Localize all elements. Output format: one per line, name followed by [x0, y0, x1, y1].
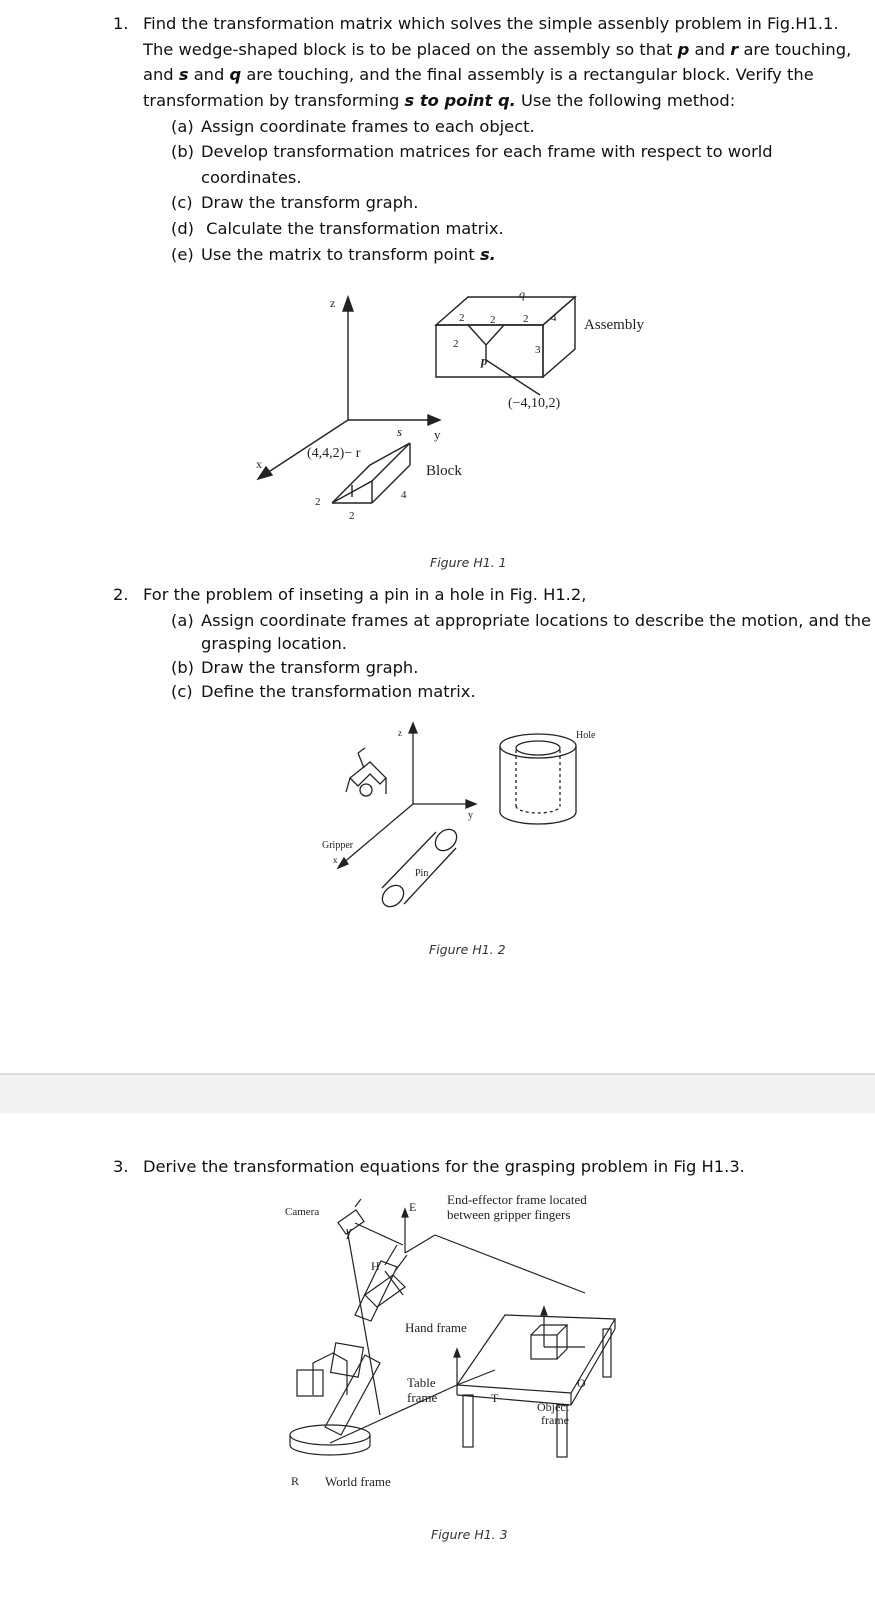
fig3-e-leader	[405, 1235, 435, 1253]
q2-item-a: (a) Assign coordinate frames at appropriate locations to describe the motion, and the grasping location.	[171, 611, 872, 653]
q1-line-4: transformation by transforming s to point q. Use the following method:	[143, 90, 736, 110]
fig1-z-arrow	[343, 297, 353, 311]
q2-item-b: (b) Draw the transform graph.	[171, 658, 419, 677]
fig3-object-label-1: Object	[537, 1400, 569, 1414]
fig3-world-to-table	[330, 1385, 457, 1443]
fig1-assembly-label: Assembly	[584, 317, 644, 333]
fig1-dim-2f: 2	[349, 510, 355, 522]
page-break-band	[0, 1073, 875, 1113]
fig1-q-label: q	[519, 287, 525, 301]
figure-h1-3-caption: Figure H1. 3	[431, 1527, 508, 1542]
fig3-object-label-2: frame	[541, 1413, 569, 1427]
fig3-camera-label: Camera	[285, 1206, 320, 1218]
fig3-r-label: R	[291, 1474, 300, 1488]
question-3-number: 3.	[113, 1157, 129, 1176]
fig3-end-effector-line-1: End-effector frame located	[447, 1195, 587, 1207]
q1-item-d: (d) Calculate the transformation matrix.	[171, 219, 504, 238]
fig3-e-to-object	[435, 1235, 585, 1293]
fig1-p-label: p	[481, 353, 488, 368]
fig1-assembly-front	[436, 325, 543, 377]
figure-h1-2	[320, 718, 610, 918]
question-2-number: 2.	[113, 585, 129, 604]
fig2-x-label: x	[333, 855, 338, 865]
fig3-camera-to-base	[347, 1229, 380, 1415]
fig1-y-label: y	[434, 427, 441, 442]
fig3-table	[457, 1315, 615, 1457]
fig2-y-arrow	[466, 800, 476, 808]
q1-line-2: The wedge-shaped block is to be placed on the assembly so that p and r are touching,	[143, 39, 852, 59]
fig3-camera	[338, 1199, 364, 1239]
fig2-hole-label: Hole	[576, 730, 596, 741]
fig3-table-arrow	[454, 1349, 460, 1357]
fig1-z-label: z	[330, 296, 336, 310]
fig1-dim-4a: 4	[551, 312, 557, 324]
question-3-text: Derive the transformation equations for the grasping problem in Fig H1.3.	[143, 1157, 745, 1176]
fig2-pin-label: Pin	[415, 868, 429, 879]
fig1-dim-4b: 4	[401, 489, 407, 501]
fig3-object	[531, 1307, 585, 1359]
q1-line-1: Find the transformation matrix which solves the simple assenbly problem in Fig.H1.1.	[143, 14, 839, 33]
fig1-dim-2e: 2	[315, 496, 321, 508]
fig3-o-label: O	[577, 1376, 586, 1390]
fig2-gripper	[346, 748, 386, 796]
fig1-assembly-side	[543, 297, 575, 377]
question-2-text: For the problem of inseting a pin in a hole in Fig. H1.2,	[143, 585, 587, 604]
fig2-z-label: z	[398, 728, 402, 738]
figure-h1-2-caption: Figure H1. 2	[429, 942, 506, 957]
fig3-e-label: E	[409, 1200, 417, 1214]
q1-line-3: and s and q are touching, and the final assembly is a rectangular block. Verify the	[143, 65, 814, 84]
question-1-text	[143, 11, 851, 113]
fig1-block-label: Block	[426, 463, 462, 479]
q2-item-c: (c) Define the transformation matrix.	[171, 682, 476, 701]
fig1-s-label: s	[397, 424, 403, 439]
fig3-world-frame-label: World frame	[325, 1474, 391, 1489]
fig1-dim-2a: 2	[459, 312, 465, 324]
fig3-table-label-2: frame	[407, 1390, 438, 1405]
fig1-assembly-notch	[468, 325, 504, 345]
fig3-table-label-1: Table	[407, 1375, 436, 1390]
fig1-dim-3: 3	[535, 344, 541, 356]
figure-h1-3	[285, 1195, 625, 1495]
fig1-r-label: (4,4,2)− r	[307, 446, 361, 461]
fig3-t-label: T	[491, 1391, 499, 1405]
fig1-dim-2c: 2	[453, 338, 459, 350]
question-1-number: 1.	[113, 14, 129, 33]
fig2-x-axis	[342, 804, 413, 864]
fig1-dim-2d: 2	[523, 313, 529, 325]
fig1-dim-2b: 2	[490, 314, 496, 326]
figure-h1-1	[250, 285, 670, 535]
fig2-gripper-label: Gripper	[322, 840, 354, 851]
fig2-hole	[500, 734, 576, 824]
q1-item-a: (a) Assign coordinate frames to each object.	[171, 117, 535, 136]
q1-item-b: (b) Develop transformation matrices for each frame with respect to world coordinates.	[171, 142, 773, 187]
fig3-hand-frame-label: Hand frame	[405, 1320, 467, 1335]
fig2-y-label: y	[468, 810, 473, 821]
fig1-y-arrow	[428, 415, 440, 425]
fig1-x-label: x	[256, 457, 262, 471]
figure-h1-1-caption: Figure H1. 1	[430, 555, 507, 570]
fig3-e-arrow	[402, 1209, 408, 1217]
fig3-h-label: H	[371, 1259, 380, 1273]
fig2-z-arrow	[409, 723, 417, 733]
fig3-end-effector-line-2: between gripper fingers	[447, 1207, 571, 1222]
fig1-coord-label: (−4,10,2)	[508, 396, 561, 411]
q1-item-e: (e) Use the matrix to transform point s.	[171, 245, 496, 264]
fig3-camera-to-effector	[355, 1223, 403, 1245]
q1-item-c: (c) Draw the transform graph.	[171, 193, 419, 212]
